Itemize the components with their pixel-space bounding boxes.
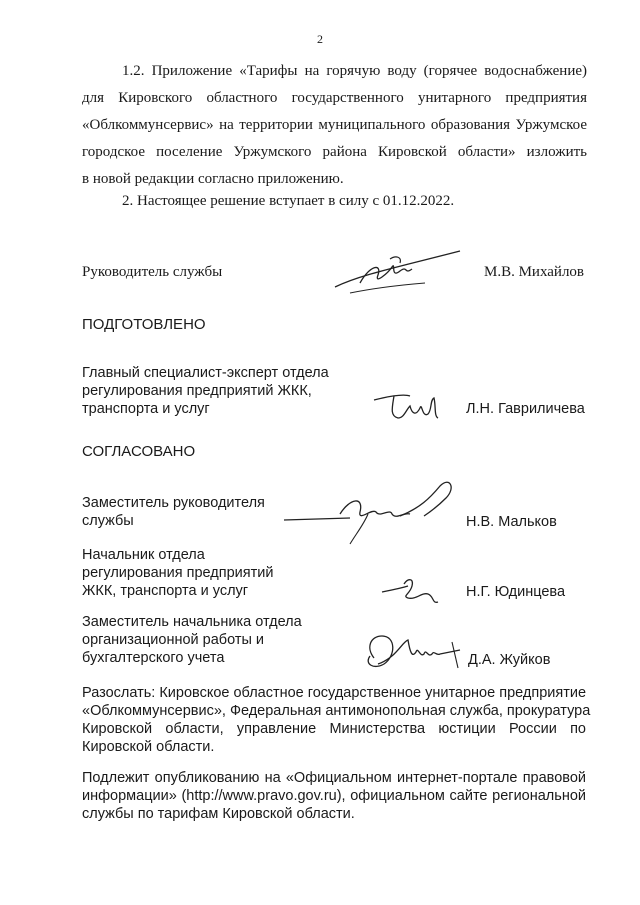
agreed-signer-2-position (82, 546, 273, 600)
position-line: Начальник отдела (82, 547, 205, 563)
signature-agreed-2 (378, 574, 448, 609)
signature-agreed-1 (280, 478, 470, 548)
position-line: организационной работы и (82, 632, 265, 648)
position-line: регулирования предприятий (82, 565, 274, 581)
head-title: Руководитель службы (82, 264, 223, 280)
position-line: службы (82, 513, 134, 529)
position-line: Заместитель начальника отдела (82, 614, 302, 630)
distribution-line: Кировской области, управление Министерства юстиции России по (82, 721, 586, 737)
clause-line: в новой редакции согласно приложению. (82, 171, 344, 187)
prepared-name: Л.Н. Гавриличева (466, 401, 585, 417)
position-line: бухгалтерского учета (82, 650, 225, 666)
clause-line: 1.2. Приложение «Тарифы на горячую воду (горячее водоснабжение) (122, 63, 587, 79)
clause-line: «Облкоммунсервис» на территории муниципального образования Уржумское (82, 117, 587, 133)
agreed-signer-3-name: Д.А. Жуйков (468, 652, 551, 668)
agreed-signer-2-name: Н.Г. Юдинцева (466, 584, 566, 600)
position-line: транспорта и услуг (82, 401, 210, 417)
agreed-heading: СОГЛАСОВАНО (82, 443, 196, 460)
clause-line: для Кировского областного государственного унитарного предприятия (82, 90, 587, 106)
position-line: Заместитель руководителя (82, 495, 265, 511)
prepared-position (82, 364, 329, 418)
agreed-signer-1-position (82, 494, 265, 530)
position-line: ЖКК, транспорта и услуг (82, 583, 249, 599)
distribution-line: «Облкоммунсервис», Федеральная антимонопольная служба, прокуратура (82, 703, 591, 719)
agreed-signer-3-position (82, 613, 302, 667)
publication-block (82, 769, 586, 823)
position-line: Главный специалист-эксперт отдела (82, 365, 329, 381)
clause-1-2 (82, 61, 587, 189)
signature-agreed-3 (356, 628, 466, 678)
publication-line: информации» (http://www.pravo.gov.ru), официальном сайте региональной (82, 788, 586, 804)
publication-line: службы по тарифам Кировской области. (82, 806, 355, 822)
prepared-heading: ПОДГОТОВЛЕНО (82, 316, 206, 333)
signature-head (330, 245, 470, 295)
clause-line: городское поселение Уржумского района Кировской области» изложить (82, 144, 587, 160)
agreed-signer-1-name: Н.В. Мальков (466, 514, 557, 530)
distribution-block (82, 684, 591, 756)
distribution-line: Кировской области. (82, 739, 215, 755)
head-name: М.В. Михайлов (484, 264, 585, 280)
clause-2: 2. Настоящее решение вступает в силу с 01.12.2022. (122, 193, 455, 209)
signature-prepared (370, 388, 450, 428)
distribution-line: Разослать: Кировское областное государственное унитарное предприятие (82, 685, 587, 701)
publication-line: Подлежит опубликованию на «Официальном интернет-портале правовой (82, 770, 586, 786)
position-line: регулирования предприятий ЖКК, (82, 383, 312, 399)
page-number: 2 (317, 32, 323, 46)
